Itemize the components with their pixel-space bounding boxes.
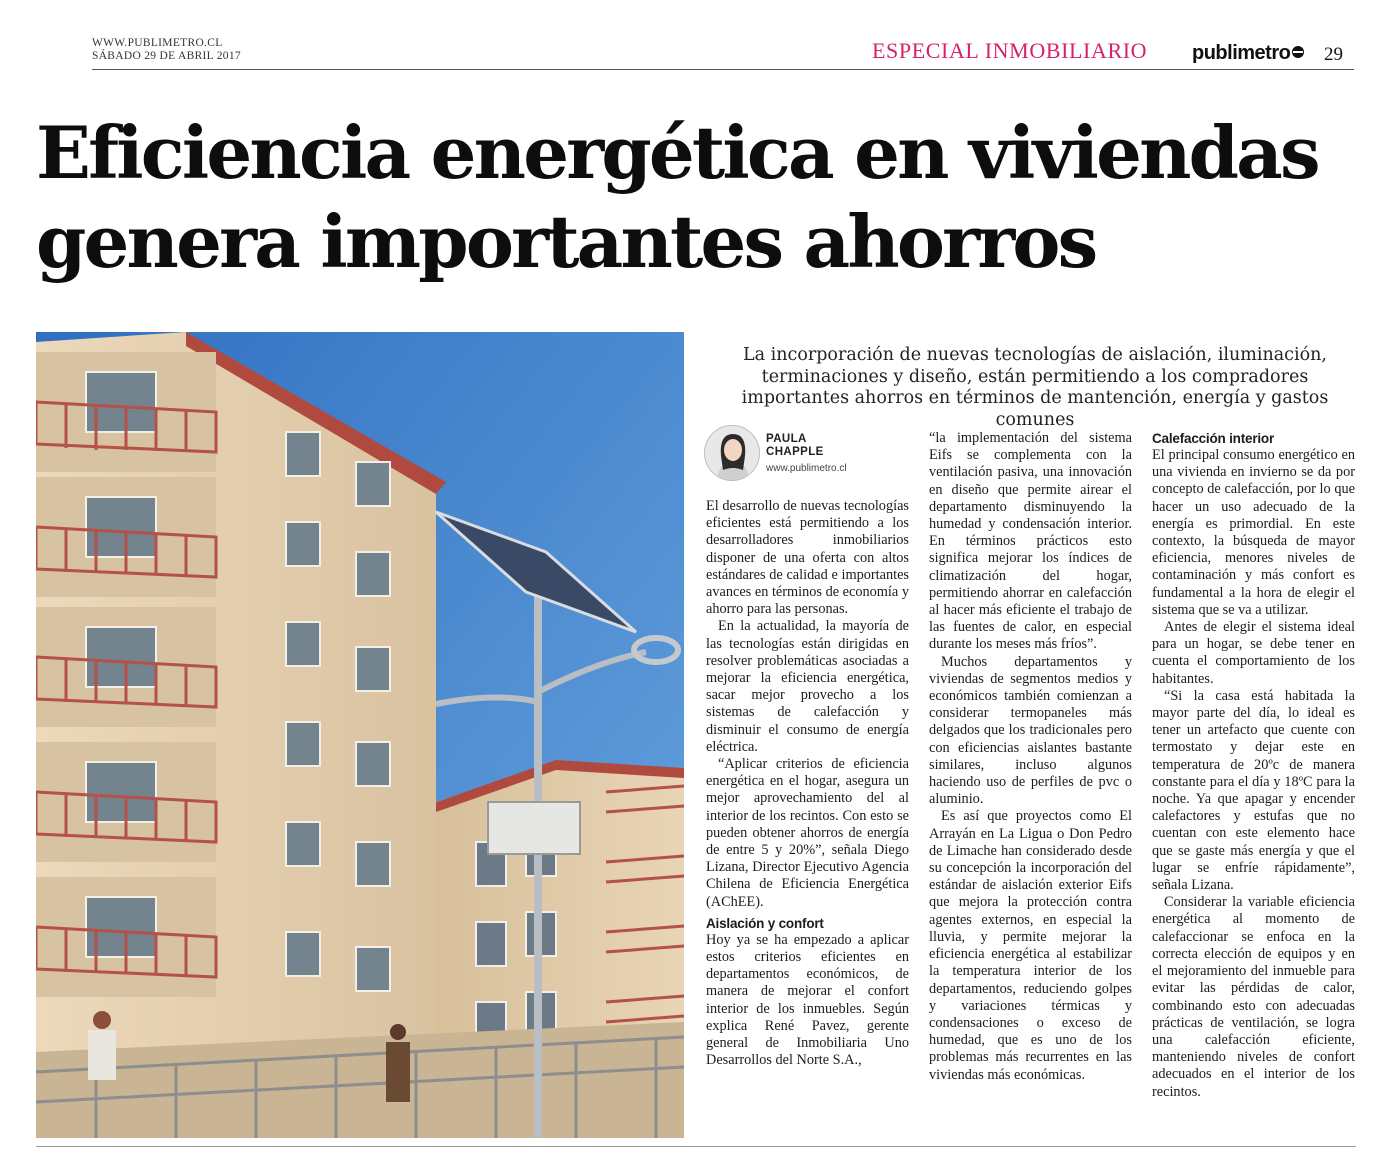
paragraph: El desarrollo de nuevas tecnologías eficientes está permitiendo a los desarrolladores inmobiliarios disponer de una oferta con altos estándares de calidad e importantes avances en términos de economía y ahorro para las personas. [706, 498, 909, 618]
site-url: WWW.PUBLIMETRO.CL [92, 37, 223, 49]
article-column-2 [929, 430, 1132, 1084]
section-subtitle: Aislación y confort [706, 915, 824, 931]
headline-line-1: Eficiencia energética en viviendas [36, 110, 1318, 195]
brand-logo [1192, 42, 1304, 65]
section-subtitle: Calefacción interior [1152, 431, 1275, 446]
apartment-buildings-photo [36, 332, 684, 1138]
person-portrait-icon [705, 426, 760, 481]
section-title: ESPECIAL INMOBILIARIO [872, 38, 1148, 63]
paragraph: Muchos departamentos y viviendas de segmentos medios y económicos también comienzan a considerar termopaneles más delgados que los tradicionales pero con eficiencias aislantes bastante similares, incluso algunos haciendo uso de perfiles de pvc o aluminio. [929, 653, 1132, 808]
paragraph: En la actualidad, la mayoría de las tecnologías están dirigidas en resolver problemáticas asociadas a mejorar la eficiencia energética, sacar mejor provecho a los sistemas de calefacción y disminuir el consumo de energía eléctrica. [706, 618, 909, 755]
paragraph: Hoy ya se ha empezado a aplicar estos criterios eficientes en departamentos económicos, de manera de mejorar el confort interior de los inmuebles. Según explica René Pavez, gerente general de Inmobiliaria Uno Desarrollos del Norte S.A., [706, 931, 909, 1069]
issue-date: SÁBADO 29 DE ABRIL 2017 [92, 50, 241, 62]
paragraph: “la implementación del sistema Eifs se complementa con la ventilación pasiva, una innovación en diseño que permite airear el departamento disminuyendo la humedad y condensación interior. En términos prácticos esto significa mejorar los índices de climatización del hogar, permitiendo ahorrar en calefacción al hacer más eficiente el trabajo de las fuentes de calor, en especial durante los meses más fríos”. [929, 430, 1132, 653]
brand-name: publimetro [1192, 42, 1291, 64]
footer-divider [36, 1146, 1356, 1147]
author-byline [704, 425, 914, 485]
author-last-name: CHAPPLE [766, 446, 824, 458]
article-deck: La incorporación de nuevas tecnologías de aislación, iluminación, terminaciones y diseño, están permitiendo a los compradores importantes ahorros en términos de mantención, energía y gastos comunes [741, 345, 1329, 430]
article-column-1 [706, 498, 909, 1070]
paragraph: El principal consumo energético en una vivienda en invierno se da por concepto de calefacción, por lo que hacer un uso adecuado de la energía es primordial. En este contexto, la búsqueda de mayor eficiencia, menores niveles de contaminación y más confort es fundamental a la hora de elegir el sistema que se va a utilizar. [1152, 447, 1355, 618]
author-avatar [704, 425, 760, 481]
paragraph: “Si la casa está habitada la mayor parte del día, lo ideal es tener un artefacto que cuente con termostato y dejar este en temperatura de 20ºc de manera constante para el día y 18ºC para la noche. Ya que apagar y encender calefactores y estufas que no cuentan con este elemento hace que se gaste más energía y que el lugar se enfríe rápidamente”, señala Lizana. [1152, 687, 1355, 894]
article-column-3 [1152, 430, 1355, 1101]
headline-line-2: genera importantes ahorros [36, 199, 1096, 284]
masthead-info [92, 37, 241, 63]
headline [36, 108, 1356, 286]
author-website: www.publimetro.cl [766, 463, 847, 474]
paragraph: Es así que proyectos como El Arrayán en La Ligua o Don Pedro de Limache han considerado desde su concepción la incorporación del estándar de aislación exterior Eifs que mejora la protección contra agentes externos, en especial la lluvia, y permite mejorar la eficiencia energética al estabilizar la temperatura interior de los departamentos, reduciendo golpes y variaciones térmicas y condensaciones o exceso de humedad, que es uno de los problemas más recurrentes en las viviendas más económicas. [929, 808, 1132, 1083]
author-name [766, 433, 824, 459]
article-photo [36, 332, 684, 1138]
page-number: 29 [1324, 44, 1343, 65]
paragraph: Considerar la variable eficiencia energética al momento de calefaccionar se enfoca en la correcta elección de equipos y en el mejoramiento del inmueble para evitar las pérdidas de calor, combinando esto con adecuadas prácticas de ventilación, se logra una calefacción eficiente, manteniendo niveles de confort adecuados en el interior de los recintos. [1152, 894, 1355, 1100]
header-divider [92, 69, 1354, 70]
paragraph: “Aplicar criterios de eficiencia energética en el hogar, asegura un mejor aprovechamiento del al interior de los recintos. Con esto se pueden obtener ahorros de energía de entre 5 y 20%”, señala Diego Lizana, Director Ejecutivo Agencia Chilena de Eficiencia Energética (AChEE). [706, 756, 909, 910]
paragraph: Antes de elegir el sistema ideal para un hogar, se debe tener en cuenta el comportamiento de los habitantes. [1152, 619, 1355, 687]
globe-icon [1292, 46, 1304, 58]
author-first-name: PAULA [766, 433, 807, 445]
